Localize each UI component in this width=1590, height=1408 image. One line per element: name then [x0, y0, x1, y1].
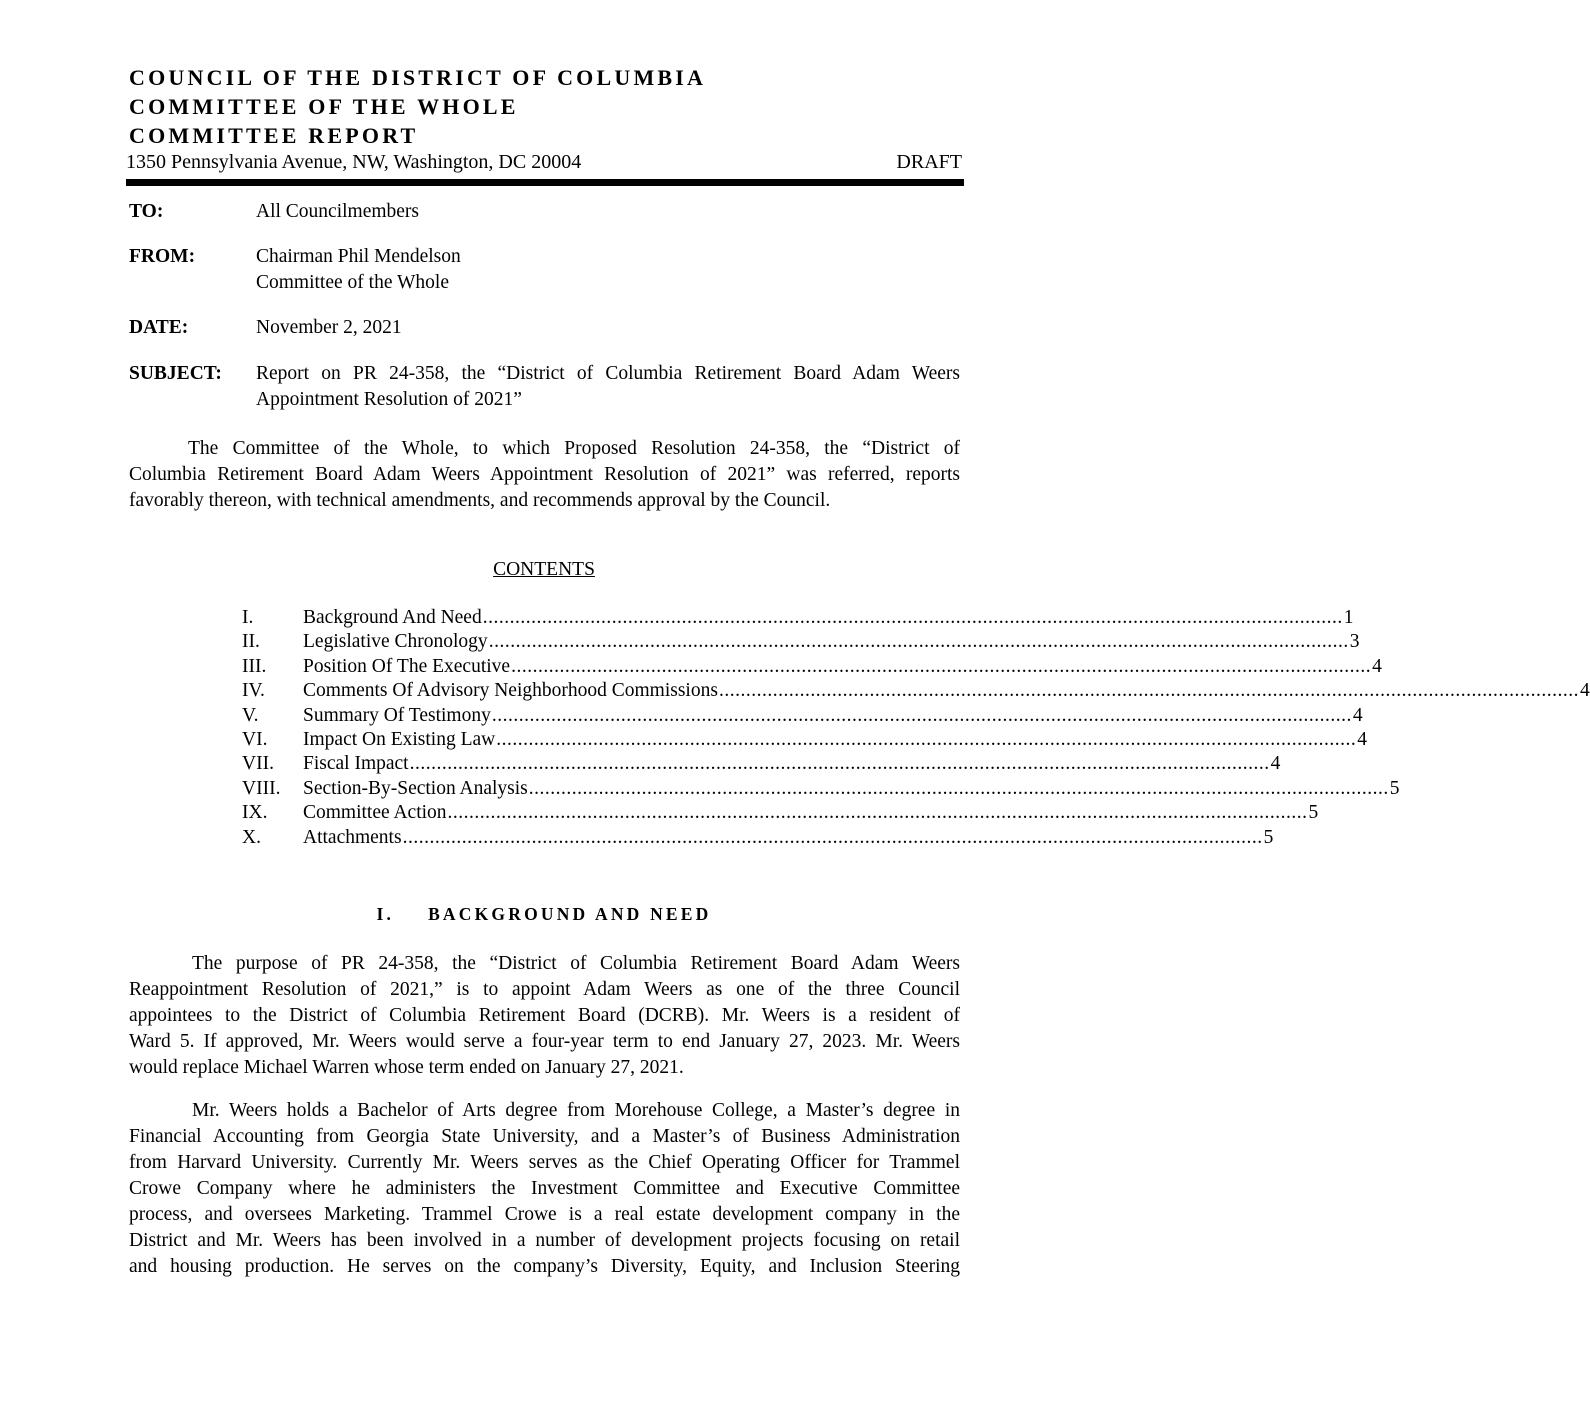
toc-number: V.: [242, 704, 259, 726]
toc-title: Summary Of Testimony: [303, 704, 491, 726]
header-council-name: COUNCIL OF THE DISTRICT OF COLUMBIA: [129, 65, 707, 90]
section-number: I.: [376, 904, 395, 924]
toc-leader: ................................................................................................................................................................: [528, 777, 1389, 799]
toc-row[interactable]: [242, 679, 1590, 703]
toc-leader: ................................................................................................................................................................: [482, 607, 1343, 628]
paragraph-line: Crowe Company where he administers the Investment Committee and Executive Committee: [129, 1178, 960, 1199]
section-heading: [0, 901, 1088, 927]
paragraph-line: Ward 5. If approved, Mr. Weers would serve a four-year term to end January 27, 2023. Mr. Weers: [129, 1031, 960, 1052]
toc-number: VII.: [242, 753, 274, 775]
from-value-committee: Committee of the Whole: [256, 272, 449, 293]
section-title: BACKGROUND AND NEED: [428, 904, 712, 924]
toc-page-number: 5: [1263, 826, 1274, 848]
intro-line: Columbia Retirement Board Adam Weers Appointment Resolution of 2021” was referred, reports: [129, 464, 960, 485]
toc-title: Comments Of Advisory Neighborhood Commissions: [303, 680, 718, 702]
toc-page-number: 4: [1352, 704, 1363, 726]
paragraph-line: Financial Accounting from Georgia State University, and a Master’s of Business Administration: [129, 1126, 960, 1147]
toc-row[interactable]: [242, 777, 1400, 801]
toc-title: Committee Action: [303, 802, 447, 824]
toc-row[interactable]: [242, 826, 1274, 850]
to-label: TO:: [129, 201, 164, 222]
intro-line: favorably thereon, with technical amendments, and recommends approval by the Council.: [129, 490, 831, 511]
intro-line: The Committee of the Whole, to which Proposed Resolution 24-358, the “District of: [188, 438, 960, 459]
header-report-type: COMMITTEE REPORT: [129, 123, 419, 148]
toc-row[interactable]: [242, 655, 1382, 679]
paragraph-line: and housing production. He serves on the company’s Diversity, Equity, and Inclusion Steering: [129, 1256, 960, 1277]
toc-title: Position Of The Executive: [303, 655, 511, 677]
date-value: November 2, 2021: [256, 317, 402, 338]
from-value-name: Chairman Phil Mendelson: [256, 246, 461, 267]
toc-number: III.: [242, 655, 267, 677]
table-of-contents: [242, 606, 1590, 850]
header-address: 1350 Pennsylvania Avenue, NW, Washington, DC 20004: [126, 151, 582, 173]
draft-label: DRAFT: [896, 151, 962, 173]
toc-number: II.: [242, 631, 260, 653]
paragraph-line: Reappointment Resolution of 2021,” is to appoint Adam Weers as one of the three Council: [129, 979, 960, 1000]
toc-title: Attachments: [303, 826, 402, 848]
toc-row[interactable]: [242, 752, 1281, 776]
address-row: [126, 149, 962, 175]
from-label: FROM:: [129, 246, 196, 267]
header-rule: [126, 179, 964, 186]
contents-title-text: CONTENTS: [493, 559, 595, 580]
intro-paragraph: [129, 436, 960, 514]
contents-title: [0, 557, 1088, 583]
paragraph-line: from Harvard University. Currently Mr. Weers serves as the Chief Operating Officer for Trammel: [129, 1152, 960, 1173]
background-paragraph-1: [129, 951, 960, 1081]
paragraph-line: would replace Michael Warren whose term ended on January 27, 2021.: [129, 1057, 684, 1078]
paragraph-line: process, and oversees Marketing. Trammel Crowe is a real estate development company in the: [129, 1204, 960, 1225]
toc-row[interactable]: [242, 728, 1367, 752]
toc-number: IX.: [242, 802, 268, 824]
subject-value-line-1: Report on PR 24-358, the “District of Columbia Retirement Board Adam Weers: [256, 363, 960, 384]
toc-leader: ................................................................................................................................................................: [496, 728, 1357, 750]
paragraph-line: The purpose of PR 24-358, the “District of Columbia Retirement Board Adam Weers: [192, 953, 960, 974]
toc-row[interactable]: [242, 630, 1360, 654]
toc-page-number: 4: [1270, 753, 1281, 775]
toc-page-number: 1: [1343, 607, 1354, 628]
toc-number: X.: [242, 826, 261, 848]
toc-leader: ................................................................................................................................................................: [447, 802, 1308, 824]
toc-leader: ................................................................................................................................................................: [491, 704, 1352, 726]
toc-title: Fiscal Impact: [303, 753, 409, 775]
toc-title: Background And Need: [303, 607, 482, 628]
toc-title: Section-By-Section Analysis: [303, 777, 528, 799]
paragraph-line: District and Mr. Weers has been involved in a number of development projects focusing on retail: [129, 1230, 960, 1251]
toc-page-number: 3: [1349, 631, 1360, 653]
toc-row[interactable]: [242, 606, 1354, 630]
paragraph-line: appointees to the District of Columbia Retirement Board (DCRB). Mr. Weers is a resident of: [129, 1005, 960, 1026]
toc-number: I.: [242, 607, 254, 628]
toc-row[interactable]: [242, 801, 1319, 825]
toc-leader: ................................................................................................................................................................: [718, 680, 1579, 702]
toc-page-number: 5: [1308, 802, 1319, 824]
paragraph-line: Mr. Weers holds a Bachelor of Arts degree from Morehouse College, a Master’s degree in: [192, 1100, 960, 1121]
subject-value-line-2: Appointment Resolution of 2021”: [256, 389, 522, 410]
to-value: All Councilmembers: [256, 201, 420, 222]
subject-label: SUBJECT:: [129, 363, 222, 384]
toc-number: VI.: [242, 728, 268, 750]
toc-page-number: 4: [1357, 728, 1367, 750]
toc-leader: ................................................................................................................................................................: [511, 655, 1372, 677]
toc-title: Impact On Existing Law: [303, 728, 496, 750]
toc-leader: ................................................................................................................................................................: [402, 826, 1263, 848]
toc-leader: ................................................................................................................................................................: [409, 753, 1270, 775]
toc-number: VIII.: [242, 777, 281, 799]
toc-page-number: 4: [1579, 680, 1590, 702]
header-committee-name: COMMITTEE OF THE WHOLE: [129, 94, 519, 119]
toc-page-number: 5: [1389, 777, 1400, 799]
toc-row[interactable]: [242, 704, 1363, 728]
background-paragraph-2: [129, 1098, 960, 1280]
toc-number: IV.: [242, 680, 265, 702]
toc-title: Legislative Chronology: [303, 631, 488, 653]
date-label: DATE:: [129, 317, 189, 338]
toc-page-number: 4: [1372, 655, 1382, 677]
toc-leader: ................................................................................................................................................................: [488, 631, 1349, 653]
